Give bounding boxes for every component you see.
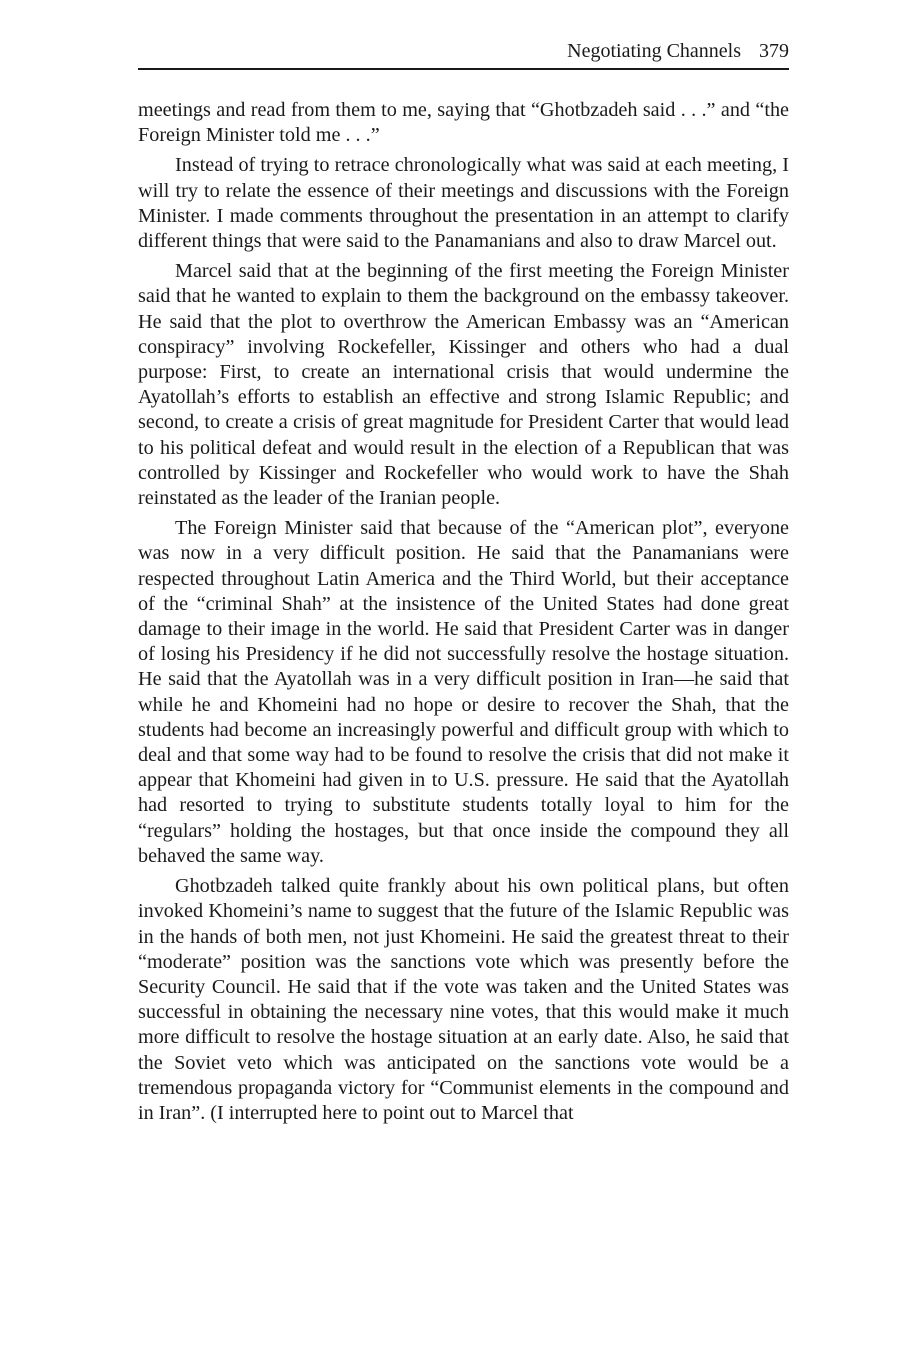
paragraph-continued: meetings and read from them to me, saying that “Ghotbzadeh said . . .” and “the Foreign Minister told me . . .” (138, 99, 789, 147)
running-title: Negotiating Channels (567, 40, 741, 62)
running-head (138, 36, 789, 66)
header-rule (138, 68, 789, 70)
page-number: 379 (759, 40, 789, 62)
paragraph: Ghotbzadeh talked quite frankly about his own political plans, but often invoked Khomeini’s name to suggest that the future of the Islamic Republic was in the hands of both men, not just Khomeini. He said the greatest threat to their “moderate” position was the sanctions vote which was presently before the Security Council. He said that if the vote was taken and the United States was successful in obtaining the necessary nine votes, that this would make it much more difficult to resolve the hostage situation at an early date. Also, he said that the Soviet veto which was anticipated on the sanctions vote would be a tremendous propaganda victory for “Communist elements in the compound and in Iran”. (I interrupted here to point out to Marcel that (138, 875, 789, 1124)
body-text (138, 98, 789, 1131)
paragraph: Marcel said that at the beginning of the first meeting the Foreign Minister said that he wanted to explain to them the background on the embassy takeover. He said that the plot to overthrow the American Embassy was an “American conspiracy” involving Rockefeller, Kissinger and others who had a dual purpose: First, to create an international crisis that would undermine the Ayatollah’s efforts to establish an effective and strong Islamic Republic; and second, to create a crisis of great magnitude for President Carter that would lead to his political defeat and would result in the election of a Republican that was controlled by Kissinger and Rockefeller who would work to have the Shah reinstated as the leader of the Iranian people. (138, 260, 789, 510)
paragraph: Instead of trying to retrace chronologically what was said at each meeting, I will try to relate the essence of their meetings and discussions with the Foreign Minister. I made comments throughout the presentation in an attempt to clarify different things that were said to the Panamanians and also to draw Marcel out. (138, 154, 789, 253)
paragraph: The Foreign Minister said that because of the “American plot”, everyone was now in a very difficult position. He said that the Panamanians were respected throughout Latin America and the Third World, but their acceptance of the “criminal Shah” at the insistence of the United States had done great damage to their image in the world. He said that President Carter was in danger of losing his Presidency if he did not successfully resolve the hostage situation. He said that the Ayatollah was in a very difficult position in Iran—he said that while he and Khomeini had no hope or desire to recover the Shah, that the students had become an increasingly powerful and difficult group with which to deal and that some way had to be found to resolve the crisis that did not make it appear that Khomeini had given in to U.S. pressure. He said that the Ayatollah had resorted to trying to substitute students totally loyal to him for the “regulars” holding the hostages, but that once inside the compound they all behaved the same way. (138, 517, 789, 867)
